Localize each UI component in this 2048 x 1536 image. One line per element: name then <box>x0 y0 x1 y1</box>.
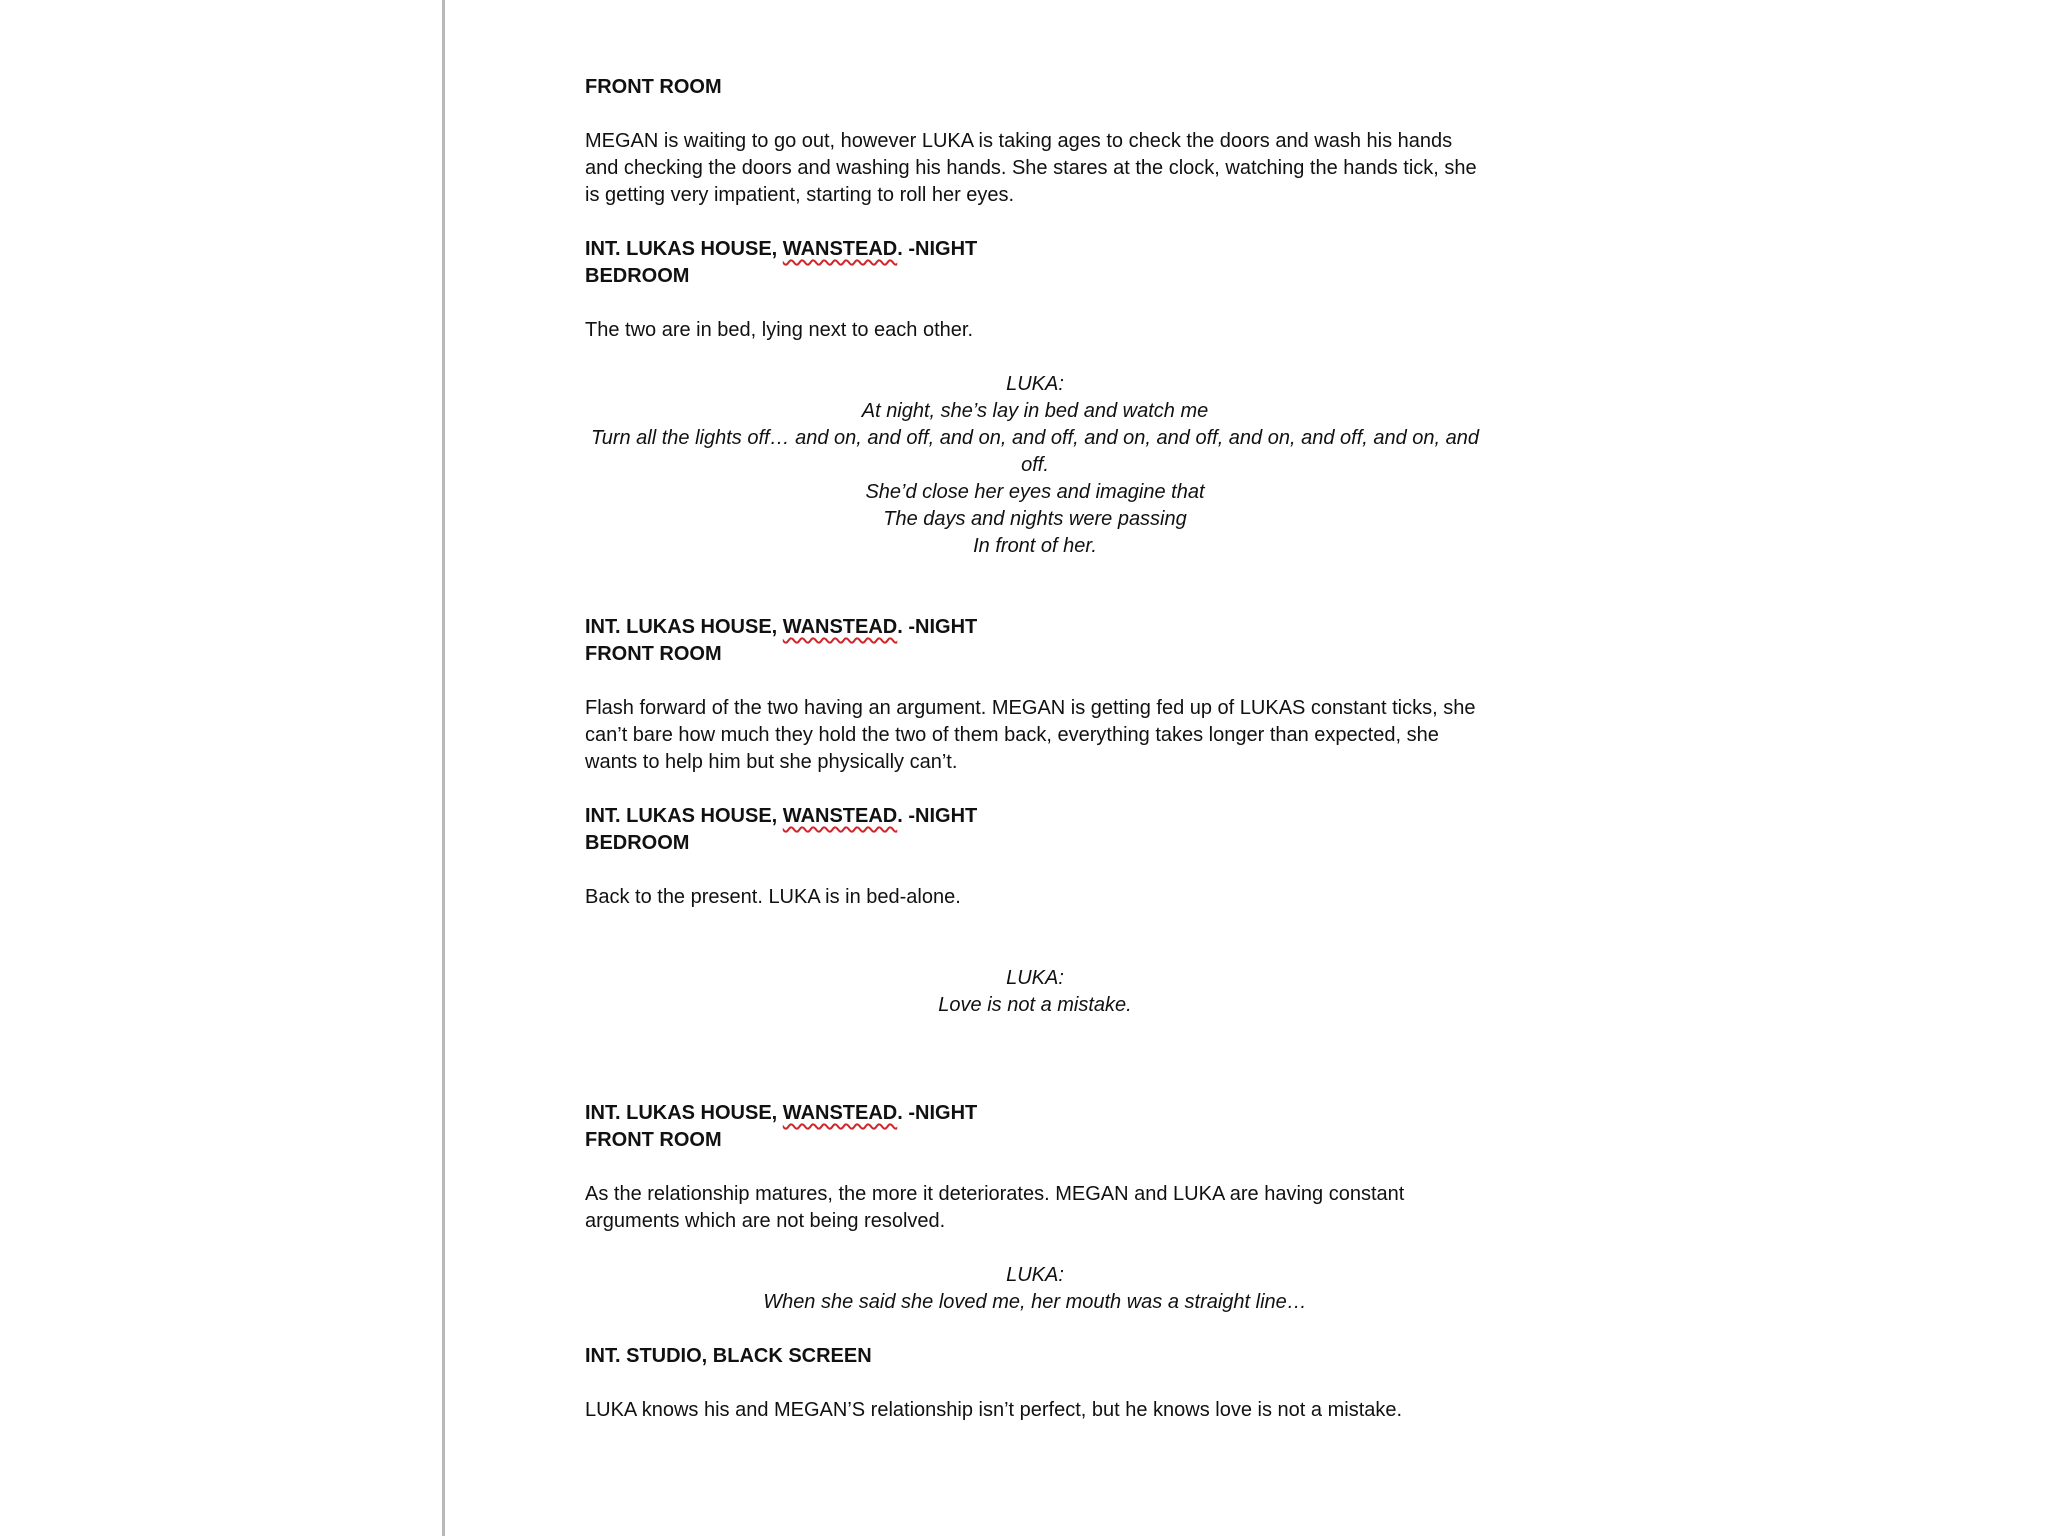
action-paragraph: Flash forward of the two having an argument. MEGAN is getting fed up of LUKAS constant ticks, she can’t bare how much they hold the two of them back, everything takes longer than expected, she wants to help him but she physically can’t. <box>585 697 1476 773</box>
dialogue-block <box>585 1262 1485 1316</box>
heading-suffix: . -NIGHT <box>897 238 978 260</box>
action-paragraph: LUKA knows his and MEGAN’S relationship isn’t perfect, but he knows love is not a mistake. <box>585 1399 1403 1421</box>
dialogue-line: In front of her. <box>973 535 1097 557</box>
dialogue-speaker: LUKA: <box>1006 1264 1064 1286</box>
dialogue-block <box>585 965 1485 1019</box>
dialogue-line: At night, she’s lay in bed and watch me <box>861 400 1209 422</box>
scene-heading-block <box>585 236 1485 290</box>
scene-heading-block <box>585 1343 1485 1370</box>
dialogue-line: She’d close her eyes and imagine that <box>865 481 1205 503</box>
heading-suffix: . -NIGHT <box>897 1102 978 1124</box>
scene-heading-block <box>585 803 1485 857</box>
spellcheck-flagged-word[interactable]: WANSTEAD <box>782 805 898 827</box>
scene-location: FRONT ROOM <box>585 643 722 665</box>
scene-location: FRONT ROOM <box>585 1129 722 1151</box>
heading-prefix: INT. LUKAS HOUSE, <box>585 1102 783 1124</box>
dialogue-line: The days and nights were passing <box>883 508 1187 530</box>
scene-location: FRONT ROOM <box>585 76 722 98</box>
action-paragraph: Back to the present. LUKA is in bed-alone. <box>585 886 961 908</box>
spellcheck-flagged-word[interactable]: WANSTEAD <box>782 238 898 260</box>
action-paragraph: The two are in bed, lying next to each other. <box>585 319 974 341</box>
blank-line <box>585 587 1485 614</box>
dialogue-speaker: LUKA: <box>1006 373 1064 395</box>
spellcheck-flagged-word[interactable]: WANSTEAD <box>782 616 898 638</box>
action-paragraph: As the relationship matures, the more it deteriorates. MEGAN and LUKA are having constant arguments which are not being resolved. <box>585 1183 1405 1232</box>
scene-heading: INT. STUDIO, BLACK SCREEN <box>585 1345 872 1367</box>
dialogue-block <box>585 371 1485 560</box>
heading-suffix: . -NIGHT <box>897 805 978 827</box>
scene-heading <box>585 1100 1485 1127</box>
scene-heading <box>585 614 1485 641</box>
heading-prefix: INT. LUKAS HOUSE, <box>585 238 783 260</box>
heading-prefix: INT. LUKAS HOUSE, <box>585 805 783 827</box>
scene-heading-block <box>585 74 1485 101</box>
dialogue-line: Turn all the lights off… and on, and off, and on, and off, and on, and off, and on, and off, and on, and off. <box>590 427 1480 476</box>
scene-location: BEDROOM <box>585 265 690 287</box>
scene-heading-block <box>585 1100 1485 1154</box>
heading-suffix: . -NIGHT <box>897 616 978 638</box>
spellcheck-flagged-word[interactable]: WANSTEAD <box>782 1102 898 1124</box>
page-margin-rule <box>442 0 445 1536</box>
scene-location: BEDROOM <box>585 832 690 854</box>
dialogue-line: When she said she loved me, her mouth was a straight line… <box>763 1291 1307 1313</box>
scene-heading <box>585 803 1485 830</box>
dialogue-line: Love is not a mistake. <box>938 994 1132 1016</box>
document-page[interactable] <box>585 74 1485 1451</box>
dialogue-speaker: LUKA: <box>1006 967 1064 989</box>
scene-heading <box>585 236 1485 263</box>
heading-prefix: INT. LUKAS HOUSE, <box>585 616 783 638</box>
blank-line <box>585 938 1485 965</box>
blank-line <box>585 1046 1485 1100</box>
scene-heading-block <box>585 614 1485 668</box>
action-paragraph: MEGAN is waiting to go out, however LUKA is taking ages to check the doors and wash his hands and checking the doors and washing his hands. She stares at the clock, watching the hands tick, she is getting very impatient, starting to roll her eyes. <box>585 130 1477 206</box>
